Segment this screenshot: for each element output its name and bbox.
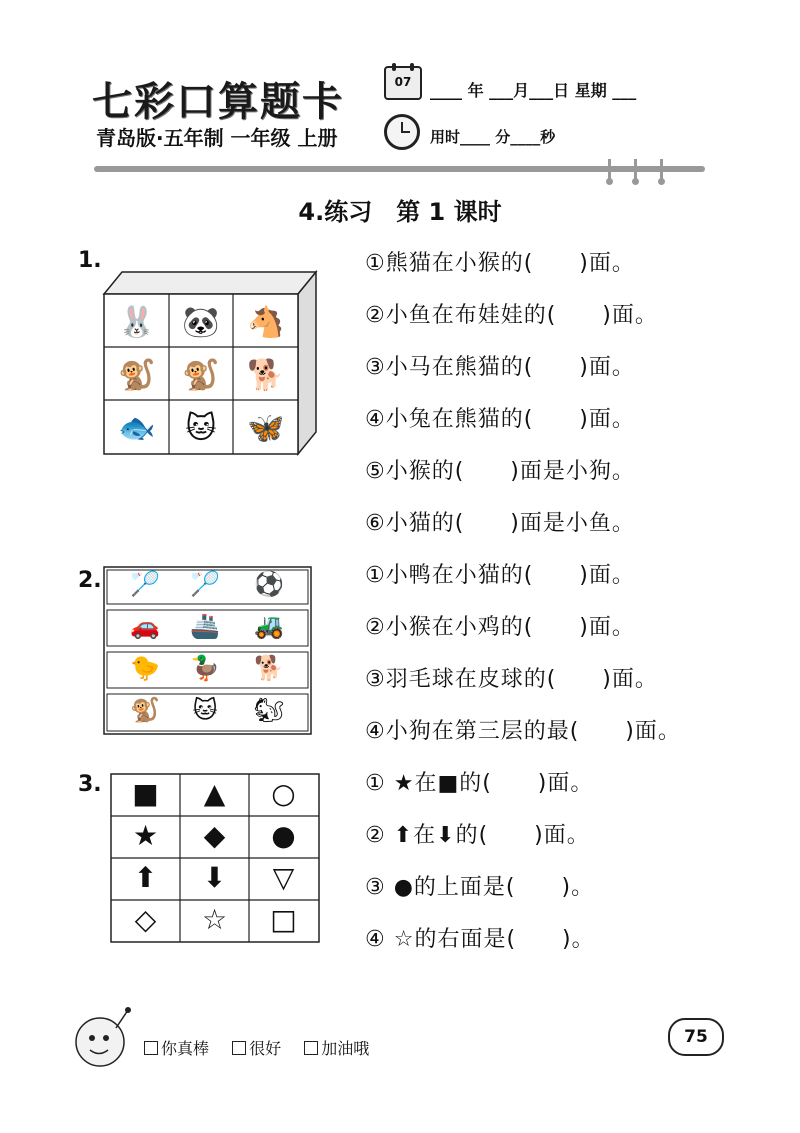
q1-line-3: ③小马在熊猫的( )面。 <box>365 355 635 380</box>
horse-icon: 🐴 <box>247 305 285 340</box>
duck-icon: 🦆 <box>190 654 220 682</box>
q3-line-4: ④ ☆的右面是( )。 <box>365 927 595 952</box>
ball-icon: ⚽ <box>254 570 284 598</box>
chick-icon: 🐤 <box>130 654 160 682</box>
q3-line-3: ③ ●的上面是( )。 <box>365 875 595 900</box>
header-divider <box>94 166 705 172</box>
grid-symbol: ⬆ <box>133 861 158 894</box>
q2-line-4: ④小狗在第三层的最( )面。 <box>365 719 681 744</box>
dog-icon: 🐕 <box>254 654 284 682</box>
racket-icon: 🏸 <box>130 570 160 598</box>
fish-icon: 🐟 <box>118 411 156 446</box>
grid-symbol: ▽ <box>272 861 295 894</box>
question-1-number: 1. <box>78 248 102 273</box>
q2-line-3: ③羽毛球在皮球的( )面。 <box>365 667 658 692</box>
q1-line-1: ①熊猫在小猴的( )面。 <box>365 251 635 276</box>
time-fill-line: 用时____ 分____秒 <box>430 128 556 146</box>
monkey-icon: 🐒 <box>130 696 160 724</box>
dog-icon: 🐕 <box>247 358 285 393</box>
q3-line-1: ① ★在■的( )面。 <box>365 771 594 796</box>
cat-icon: 🐱 <box>185 411 217 446</box>
tank-icon: 🚜 <box>254 612 284 640</box>
q3-line-2: ② ⬆在⬇的( )面。 <box>365 823 590 848</box>
rabbit-icon: 🐰 <box>118 305 156 340</box>
cat-icon: 🐱 <box>192 696 218 724</box>
q1-line-5: ⑤小猴的( )面是小狗。 <box>365 459 635 484</box>
edition-label: 青岛版·五年制 一年级 上册 <box>96 126 338 150</box>
divider-dot <box>606 178 613 185</box>
rating-option-keep-going[interactable]: 加油哦 <box>304 1036 369 1059</box>
mascot-icon <box>70 1002 136 1074</box>
q1-line-6: ⑥小猫的( )面是小鱼。 <box>365 511 635 536</box>
page-number: 75 <box>668 1018 724 1056</box>
monkey-icon: 🐒 <box>182 358 220 393</box>
calendar-icon <box>384 66 422 100</box>
brand-title: 七彩口算题卡 <box>92 79 344 125</box>
divider-dot <box>658 178 665 185</box>
grid-symbol: ◇ <box>134 903 157 936</box>
grid-symbol: ○ <box>271 777 296 810</box>
lesson-title: 4.练习 第 1 课时 <box>298 198 502 226</box>
monkey-icon: 🐒 <box>118 358 156 393</box>
q2-line-1: ①小鸭在小猫的( )面。 <box>365 563 635 588</box>
grid-symbol: ★ <box>132 819 159 852</box>
squirrel-icon: 🐿 <box>253 696 285 724</box>
divider-dot <box>632 178 639 185</box>
car-icon: 🚗 <box>130 612 160 640</box>
date-fill-line: ____ 年 ___月___日 星期 ___ <box>430 81 637 100</box>
grid-symbol: ● <box>271 819 296 852</box>
grid-symbol: ▲ <box>203 777 226 810</box>
ship-icon: 🚢 <box>190 612 220 640</box>
grid-symbol: □ <box>270 903 297 936</box>
q1-line-2: ②小鱼在布娃娃的( )面。 <box>365 303 658 328</box>
doll-icon: 🦋 <box>247 411 285 446</box>
grid-symbol: ◆ <box>203 819 226 852</box>
grid-symbol: ⬇ <box>202 861 227 894</box>
q2-line-2: ②小猴在小鸡的( )面。 <box>365 615 635 640</box>
rating-option-good[interactable]: 很好 <box>232 1036 281 1059</box>
shuttlecock-icon: 🏸 <box>190 570 220 598</box>
grid-symbol: ☆ <box>201 903 228 936</box>
q1-line-4: ④小兔在熊猫的( )面。 <box>365 407 635 432</box>
panda-icon: 🐼 <box>182 305 220 340</box>
grid-symbol: ■ <box>132 777 159 810</box>
rating-options <box>144 1036 387 1059</box>
question-3-number: 3. <box>78 772 102 797</box>
question-2-number: 2. <box>78 568 102 593</box>
calendar-number: 07 <box>394 75 412 89</box>
clock-icon <box>384 114 420 150</box>
rating-option-excellent[interactable]: 你真棒 <box>144 1036 209 1059</box>
